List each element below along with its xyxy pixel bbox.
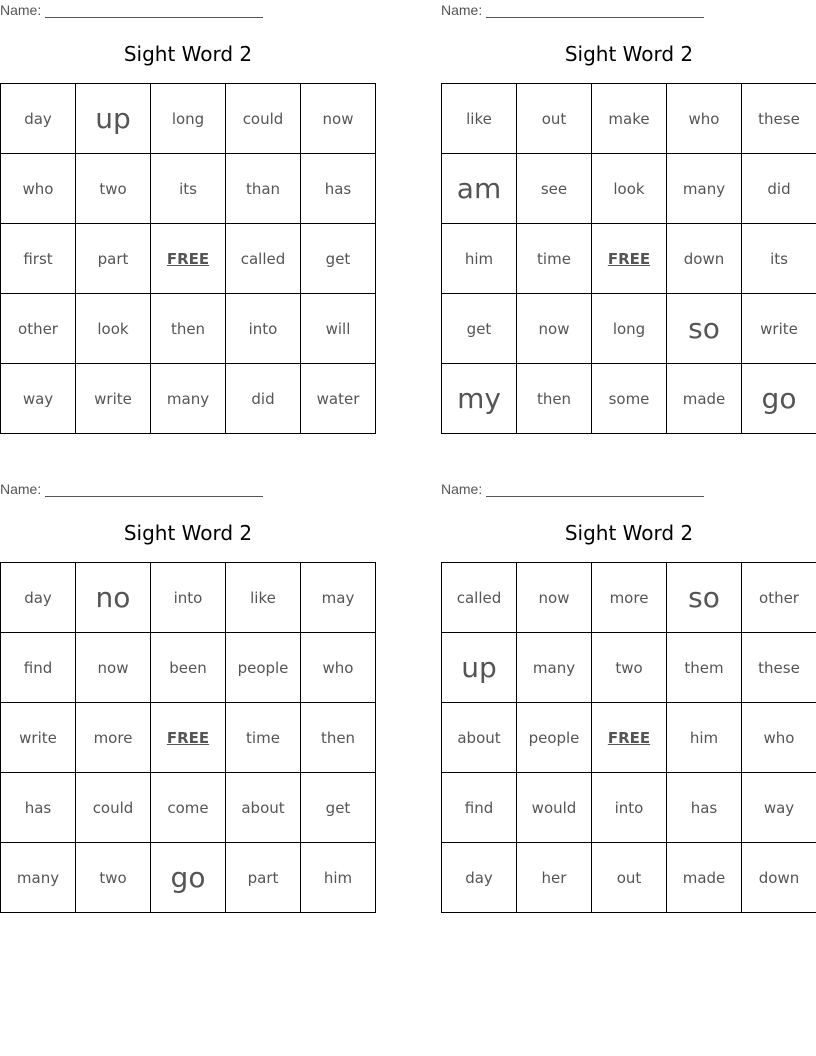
- word-cell: him: [442, 224, 517, 294]
- bingo-card-4: [441, 479, 816, 887]
- word-cell: who: [667, 84, 742, 154]
- word-cell: so: [667, 294, 742, 364]
- word-cell: has: [1, 773, 76, 843]
- word-cell: write: [1, 703, 76, 773]
- word-cell: now: [301, 84, 376, 154]
- word-cell: her: [517, 843, 592, 913]
- word-cell: made: [667, 364, 742, 434]
- bingo-grid: [441, 83, 816, 434]
- word-cell: these: [742, 633, 816, 703]
- name-label: Name:: [441, 481, 483, 497]
- word-cell: day: [1, 84, 76, 154]
- word-cell: other: [742, 563, 816, 633]
- word-cell: go: [151, 843, 226, 913]
- word-cell: write: [76, 364, 151, 434]
- word-cell: get: [301, 773, 376, 843]
- word-cell: been: [151, 633, 226, 703]
- word-cell: first: [1, 224, 76, 294]
- word-cell: part: [76, 224, 151, 294]
- word-cell: people: [517, 703, 592, 773]
- word-cell: down: [742, 843, 816, 913]
- card-title: Sight Word 2: [564, 42, 694, 66]
- word-cell: people: [226, 633, 301, 703]
- word-cell: about: [442, 703, 517, 773]
- name-label: Name:: [0, 481, 42, 497]
- word-cell: did: [742, 154, 816, 224]
- word-cell: called: [442, 563, 517, 633]
- word-cell: other: [1, 294, 76, 364]
- word-cell: long: [592, 294, 667, 364]
- word-cell: many: [517, 633, 592, 703]
- word-cell: two: [76, 154, 151, 224]
- word-cell: many: [1, 843, 76, 913]
- free-space-cell: FREE: [151, 703, 226, 773]
- word-cell: then: [517, 364, 592, 434]
- word-cell: into: [592, 773, 667, 843]
- word-cell: more: [592, 563, 667, 633]
- name-line: [441, 0, 816, 22]
- word-cell: many: [151, 364, 226, 434]
- word-cell: has: [301, 154, 376, 224]
- free-space-cell: FREE: [592, 224, 667, 294]
- word-cell: get: [442, 294, 517, 364]
- card-title: Sight Word 2: [123, 42, 253, 66]
- name-blank[interactable]: [45, 481, 263, 497]
- word-cell: like: [226, 563, 301, 633]
- word-cell: am: [442, 154, 517, 224]
- word-cell: some: [592, 364, 667, 434]
- word-cell: him: [667, 703, 742, 773]
- free-space-cell: FREE: [151, 224, 226, 294]
- word-cell: would: [517, 773, 592, 843]
- word-cell: my: [442, 364, 517, 434]
- word-cell: could: [76, 773, 151, 843]
- word-cell: into: [151, 563, 226, 633]
- word-cell: find: [442, 773, 517, 843]
- word-cell: see: [517, 154, 592, 224]
- word-cell: who: [301, 633, 376, 703]
- word-cell: out: [517, 84, 592, 154]
- word-cell: its: [742, 224, 816, 294]
- word-cell: go: [742, 364, 816, 434]
- bingo-grid: [0, 562, 376, 913]
- word-cell: into: [226, 294, 301, 364]
- word-cell: out: [592, 843, 667, 913]
- name-blank[interactable]: [486, 481, 704, 497]
- card-title: Sight Word 2: [123, 521, 253, 545]
- word-cell: up: [442, 633, 517, 703]
- word-cell: day: [1, 563, 76, 633]
- word-cell: time: [517, 224, 592, 294]
- word-cell: him: [301, 843, 376, 913]
- word-cell: has: [667, 773, 742, 843]
- word-cell: did: [226, 364, 301, 434]
- word-cell: so: [667, 563, 742, 633]
- word-cell: about: [226, 773, 301, 843]
- word-cell: its: [151, 154, 226, 224]
- bingo-grid: [0, 83, 376, 434]
- word-cell: made: [667, 843, 742, 913]
- word-cell: like: [442, 84, 517, 154]
- word-cell: two: [76, 843, 151, 913]
- word-cell: no: [76, 563, 151, 633]
- word-cell: write: [742, 294, 816, 364]
- word-cell: water: [301, 364, 376, 434]
- bingo-card-3: [0, 479, 376, 894]
- word-cell: who: [742, 703, 816, 773]
- word-cell: then: [151, 294, 226, 364]
- word-cell: called: [226, 224, 301, 294]
- word-cell: find: [1, 633, 76, 703]
- word-cell: make: [592, 84, 667, 154]
- name-label: Name:: [0, 2, 42, 18]
- word-cell: now: [517, 294, 592, 364]
- name-line: [0, 479, 376, 501]
- word-cell: part: [226, 843, 301, 913]
- card-title: Sight Word 2: [564, 521, 694, 545]
- name-blank[interactable]: [45, 2, 263, 18]
- word-cell: two: [592, 633, 667, 703]
- word-cell: look: [592, 154, 667, 224]
- word-cell: down: [667, 224, 742, 294]
- word-cell: way: [742, 773, 816, 843]
- word-cell: may: [301, 563, 376, 633]
- word-cell: now: [76, 633, 151, 703]
- name-label: Name:: [441, 2, 483, 18]
- word-cell: will: [301, 294, 376, 364]
- word-cell: come: [151, 773, 226, 843]
- word-cell: get: [301, 224, 376, 294]
- word-cell: than: [226, 154, 301, 224]
- name-line: [441, 479, 816, 501]
- name-line: [0, 0, 376, 22]
- word-cell: now: [517, 563, 592, 633]
- bingo-card-1: [0, 0, 376, 408]
- word-cell: them: [667, 633, 742, 703]
- word-cell: could: [226, 84, 301, 154]
- name-blank[interactable]: [486, 2, 704, 18]
- word-cell: up: [76, 84, 151, 154]
- free-space-cell: FREE: [592, 703, 667, 773]
- word-cell: long: [151, 84, 226, 154]
- word-cell: time: [226, 703, 301, 773]
- word-cell: way: [1, 364, 76, 434]
- bingo-grid: [441, 562, 816, 913]
- word-cell: who: [1, 154, 76, 224]
- word-cell: then: [301, 703, 376, 773]
- bingo-card-2: [441, 0, 816, 415]
- word-cell: look: [76, 294, 151, 364]
- word-cell: many: [667, 154, 742, 224]
- word-cell: day: [442, 843, 517, 913]
- word-cell: more: [76, 703, 151, 773]
- word-cell: these: [742, 84, 816, 154]
